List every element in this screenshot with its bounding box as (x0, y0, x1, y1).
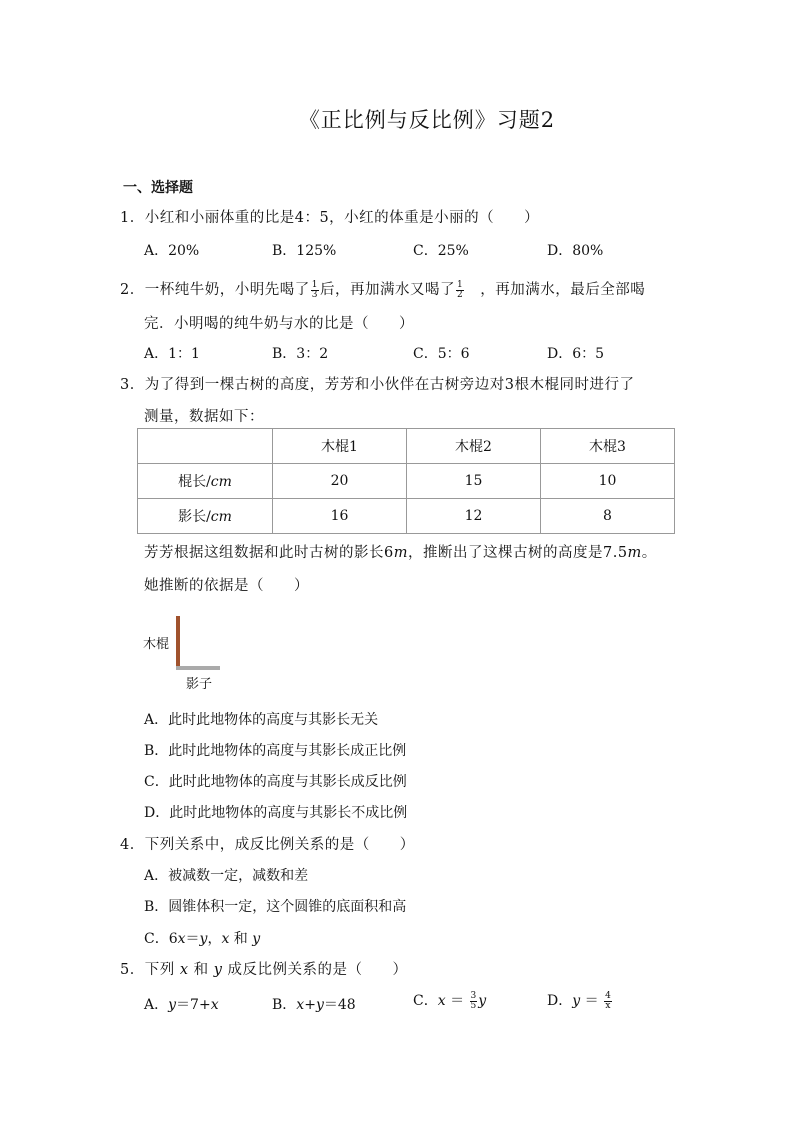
table-cell: 16 (273, 499, 407, 534)
opt-text: ＝ (445, 993, 469, 1009)
stick-measurement-table (137, 428, 675, 534)
table-row-label (138, 464, 273, 499)
var-x: x (221, 931, 230, 947)
inference-part-a: 芳芳根据这组数据和此时古树的影长6 (144, 545, 394, 561)
inference-part-b: ，推断出了这棵古树的高度是7.5 (407, 545, 628, 561)
table-cell: 12 (407, 499, 541, 534)
q2-fraction-one-third (311, 281, 319, 300)
q4-option-b[interactable]: B．圆锥体积一定，这个圆锥的底面积和高 (144, 899, 407, 915)
var-x: x (437, 993, 446, 1009)
opt-text: A． (144, 997, 169, 1013)
var-y: y (199, 931, 208, 947)
question-4-stem: 4．下列关系中，成反比例关系的是（ ） (120, 837, 415, 853)
stem-text: 和 (188, 962, 214, 978)
q2-frac1-numerator: 1 (311, 279, 318, 290)
table-header-cell: 木棍1 (273, 429, 407, 464)
opt-text: ＝ (580, 993, 604, 1009)
q5-option-c[interactable] (413, 990, 486, 1011)
table-cell: 20 (273, 464, 407, 499)
table-cell: 15 (407, 464, 541, 499)
question-2-stem-line2: 完．小明喝的纯牛奶与水的比是（ ） (144, 316, 414, 332)
q2-option-a[interactable]: A．1：1 (144, 346, 200, 362)
q1-option-b[interactable]: B．125% (272, 243, 337, 259)
q2-option-d[interactable]: D．6：5 (547, 346, 605, 362)
q1-option-a[interactable]: A．20% (144, 243, 200, 259)
fraction-four-over-x (604, 992, 612, 1011)
fraction-three-fifths (470, 992, 478, 1011)
var-x: x (296, 997, 305, 1013)
numerator: 4 (605, 990, 611, 1001)
q1-option-d[interactable]: D．80% (547, 243, 604, 259)
question-2-stem (120, 278, 645, 300)
question-3-stem: 3．为了得到一棵古树的高度，芳芳和小伙伴在古树旁边对3根木棍同时进行了 (120, 377, 635, 393)
table-header-cell: 木棍2 (407, 429, 541, 464)
q2-frac2-numerator: 1 (456, 279, 464, 290)
figure-shadow-label: 影子 (186, 677, 213, 692)
numerator: 3 (470, 990, 477, 1001)
row-unit: cm (210, 474, 232, 490)
denominator: x (605, 1000, 611, 1011)
var-y: y (478, 993, 487, 1009)
opt-text: B． (272, 997, 297, 1013)
q2-option-b[interactable]: B．3：2 (272, 346, 329, 362)
question-1-stem: 1．小红和小丽体重的比是4：5，小红的体重是小丽的（ ） (120, 210, 540, 226)
q5-option-a[interactable] (144, 994, 219, 1014)
row-label-text: 棍长/ (178, 474, 211, 490)
table-row (138, 499, 675, 534)
q3-option-d[interactable]: D．此时此地物体的高度与其影长不成比例 (144, 805, 408, 821)
inference-part-c: 。 (641, 545, 657, 561)
opt-text: 和 (229, 931, 253, 947)
table-header-cell: 木棍3 (541, 429, 675, 464)
unit-m: m (627, 545, 642, 561)
q3-option-b[interactable]: B．此时此地物体的高度与其影长成正比例 (144, 743, 407, 759)
opt-text: ＝ (185, 931, 200, 947)
stem-text: 成反比例关系的是（ ） (222, 962, 408, 978)
section-heading-choice: 一、选择题 (123, 180, 193, 196)
q2-frac1-denominator: 3 (311, 289, 318, 300)
table-cell: 8 (541, 499, 675, 534)
table-header-row (138, 429, 675, 464)
q3-option-c[interactable]: C．此时此地物体的高度与其影长成反比例 (144, 774, 407, 790)
unit-m: m (393, 545, 408, 561)
question-3-basis-text: 她推断的依据是（ ） (144, 578, 309, 594)
shadow-figure (176, 666, 220, 670)
opt-text: D． (547, 993, 573, 1009)
var-y: y (252, 931, 261, 947)
row-unit: cm (210, 509, 232, 525)
opt-text: C． (413, 993, 438, 1009)
question-5-stem (120, 958, 408, 979)
opt-text: C．6 (144, 931, 178, 947)
q2-option-c[interactable]: C．5：6 (413, 346, 470, 362)
q2-stem-part-c: ，再加满水，最后全部喝 (465, 282, 646, 298)
var-x: x (210, 997, 219, 1013)
denominator: 5 (470, 1000, 477, 1011)
q2-stem-part-a: 2．一杯纯牛奶，小明先喝了 (120, 282, 310, 298)
var-x: x (179, 962, 189, 978)
q2-fraction-one-half (456, 281, 464, 300)
q2-frac2-denominator: 2 (456, 289, 464, 300)
q2-stem-part-b: 后，再加满水又喝了 (319, 282, 455, 298)
question-3-stem-line2: 测量，数据如下： (144, 409, 264, 425)
page-title: 《正比例与反比例》习题2 (298, 108, 556, 132)
q1-option-c[interactable]: C．25% (413, 243, 469, 259)
table-row (138, 464, 675, 499)
stem-text: 5．下列 (120, 962, 180, 978)
opt-text: ＝7+ (176, 997, 211, 1013)
var-y: y (213, 962, 223, 978)
row-label-text: 影长/ (178, 509, 211, 525)
opt-text: ， (207, 931, 222, 947)
var-y: y (572, 993, 581, 1009)
opt-text: ＝48 (323, 997, 356, 1013)
q5-option-b[interactable] (272, 994, 356, 1014)
var-y: y (315, 997, 324, 1013)
q4-option-a[interactable]: A．被减数一定，减数和差 (144, 868, 309, 884)
question-3-inference-text (144, 541, 657, 562)
var-y: y (168, 997, 177, 1013)
q4-option-c[interactable] (144, 928, 260, 948)
var-x: x (177, 931, 186, 947)
q3-option-a[interactable]: A．此时此地物体的高度与其影长无关 (144, 712, 379, 728)
q5-option-d[interactable] (547, 990, 613, 1011)
stick-figure (176, 616, 180, 670)
table-cell: 10 (541, 464, 675, 499)
opt-text: + (304, 997, 316, 1013)
figure-stick-label: 木棍 (143, 637, 170, 652)
table-header-cell (138, 429, 273, 464)
table-row-label (138, 499, 273, 534)
